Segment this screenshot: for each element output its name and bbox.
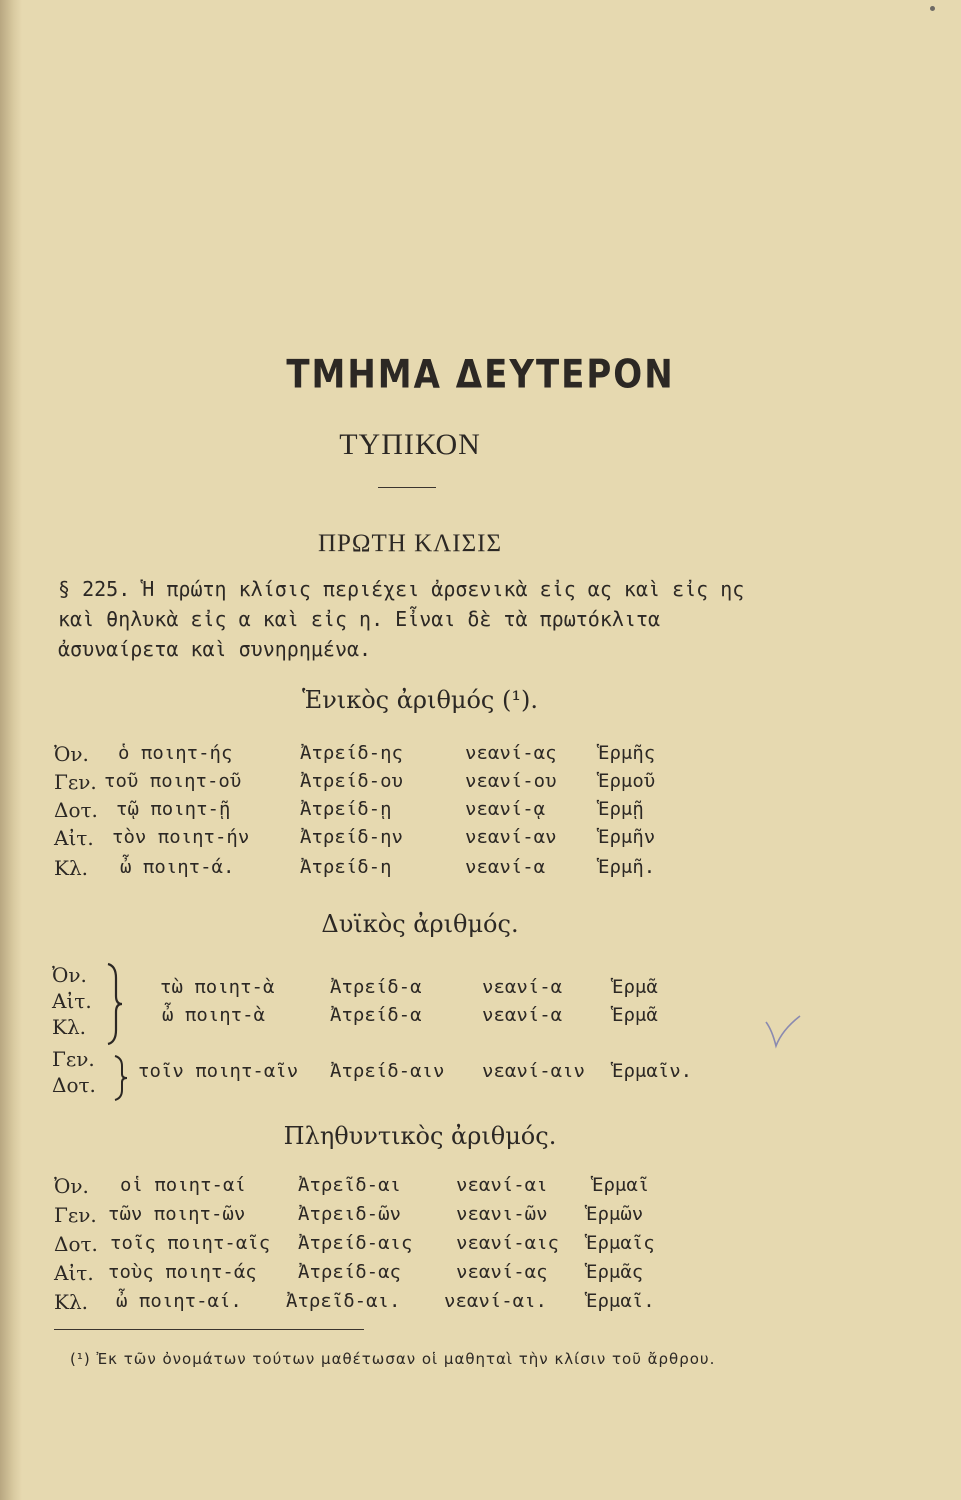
poiitis-form: ὦ ποιητ-ά. xyxy=(120,856,235,878)
footnote-rule xyxy=(54,1329,364,1330)
case-label: Αἰτ. xyxy=(54,826,94,850)
neanias-form: νεανί-αι xyxy=(456,1174,548,1196)
atreides-form: Ἀτρείδ-ης xyxy=(300,742,403,764)
intro-paragraph: § 225. Ἡ πρώτη κλίσις περιέχει ἀρσενικὰ εἰς ας καὶ εἰς ης καὶ θηλυκὰ εἰς α καὶ εἰς η. Εἶναι δὲ τὰ πρωτόκλιτα ἀσυναίρετα καὶ συνηρημένα. xyxy=(58,577,745,661)
atreides-form: Ἀτρείδ-αιν xyxy=(330,1060,445,1082)
poiitis-form: τὸν ποιητ-ήν xyxy=(112,826,250,848)
poiitis-form: ὁ ποιητ-ής xyxy=(118,742,233,764)
atreides-form: Ἀτρειδ-ῶν xyxy=(298,1203,401,1225)
page-title: ΤΜΗΜΑ ΔΕΥΤΕΡΟΝ xyxy=(286,352,675,398)
atreides-form: Ἀτρεῖδ-αι. xyxy=(286,1290,401,1312)
atreides-form: Ἀτρείδ-α xyxy=(330,1004,422,1026)
case-label: Ὀν. xyxy=(54,742,89,766)
poiitis-form: τοῖς ποιητ-αῖς xyxy=(110,1232,271,1254)
case-label: Δοτ. xyxy=(52,1073,96,1097)
ermis-form: Ἑρμῆν xyxy=(598,826,656,848)
ermis-form: Ἑρμοῦ xyxy=(598,770,656,792)
dual-case-group-2 xyxy=(52,1046,96,1098)
poiitis-form: τοὺς ποιητ-άς xyxy=(108,1261,257,1283)
atreides-form: Ἀτρείδ-αις xyxy=(298,1232,413,1254)
footnote: (¹) Ἐκ τῶν ὀνομάτων τούτων μαθέτωσαν οἱ μαθηταὶ τὴν κλίσιν τοῦ ἄρθρου. xyxy=(70,1350,716,1368)
ermis-form: Ἑρμῆς xyxy=(598,742,656,764)
atreides-form: Ἀτρείδ-ας xyxy=(298,1261,401,1283)
page-subtitle: ΤΥΠΙΚΟΝ xyxy=(339,428,481,461)
case-label: Αἰτ. xyxy=(52,989,92,1013)
ermis-form: Ἑρμῶν xyxy=(586,1203,644,1225)
section-heading: ΠΡΩΤΗ ΚΛΙΣΙΣ xyxy=(317,530,503,557)
poiitis-form: ὦ ποιητ-ὰ xyxy=(162,1004,265,1026)
neanias-form: νεανί-αιν xyxy=(482,1060,585,1082)
case-label: Κλ. xyxy=(54,1290,88,1314)
singular-heading: Ἑνικὸς ἀριθμός (¹). xyxy=(302,686,538,714)
case-label: Γεν. xyxy=(52,1047,95,1071)
poiitis-form: τῶν ποιητ-ῶν xyxy=(108,1203,246,1225)
case-label: Δοτ. xyxy=(54,1232,98,1256)
ermis-form: Ἑρμᾶς xyxy=(586,1261,644,1283)
atreides-form: Ἀτρείδ-ου xyxy=(300,770,403,792)
brace-group-2 xyxy=(112,1054,130,1102)
pencil-check-mark xyxy=(764,1012,804,1052)
dual-case-group-1 xyxy=(52,962,92,1040)
ermis-form: Ἑρμῆ. xyxy=(598,856,656,878)
atreides-form: Ἀτρείδ-ην xyxy=(300,826,403,848)
case-label: Ὀν. xyxy=(54,1174,89,1198)
dual-heading: Δυϊκὸς ἀριθμός. xyxy=(321,910,519,938)
title-divider xyxy=(378,487,436,488)
poiitis-form: τοῖν ποιητ-αῖν xyxy=(138,1060,299,1082)
ermis-form: Ἑρμαῖν. xyxy=(612,1060,693,1082)
case-label: Ὀν. xyxy=(52,963,87,987)
ermis-form: Ἑρμαῖ xyxy=(592,1174,650,1196)
brace-group-1 xyxy=(104,962,126,1046)
ink-dot xyxy=(930,6,935,11)
page-binding-edge xyxy=(0,0,22,1500)
ermis-form: Ἑρμᾶ xyxy=(612,1004,658,1026)
neanias-form: νεανί-ᾳ xyxy=(465,798,546,820)
poiitis-form: τὼ ποιητ-ὰ xyxy=(160,976,275,998)
neanias-form: νεανί-α xyxy=(482,976,563,998)
plural-heading: Πληθυντικὸς ἀριθμός. xyxy=(283,1122,557,1150)
neanias-form: νεανί-α xyxy=(482,1004,563,1026)
case-label: Γεν. xyxy=(54,770,97,794)
neanias-form: νεανί-ου xyxy=(465,770,557,792)
poiitis-form: τοῦ ποιητ-οῦ xyxy=(104,770,242,792)
case-label: Αἰτ. xyxy=(54,1261,94,1285)
case-label: Δοτ. xyxy=(54,798,98,822)
case-label: Κλ. xyxy=(54,856,88,880)
ermis-form: Ἑρμαῖς xyxy=(586,1232,655,1254)
neanias-form: νεανί-αν xyxy=(465,826,557,848)
ermis-form: Ἑρμᾶ xyxy=(612,976,658,998)
atreides-form: Ἀτρεῖδ-αι xyxy=(298,1174,401,1196)
atreides-form: Ἀτρείδ-α xyxy=(330,976,422,998)
case-label: Κλ. xyxy=(52,1015,86,1039)
neanias-form: νεανί-ας xyxy=(456,1261,548,1283)
neanias-form: νεανί-αι. xyxy=(444,1290,547,1312)
neanias-form: νεανί-ας xyxy=(465,742,557,764)
neanias-form: νεανί-αις xyxy=(456,1232,559,1254)
neanias-form: νεανι-ῶν xyxy=(456,1203,548,1225)
poiitis-form: ὦ ποιητ-αί. xyxy=(116,1290,242,1312)
poiitis-form: τῷ ποιητ-ῇ xyxy=(116,798,231,820)
poiitis-form: οἱ ποιητ-αί xyxy=(120,1174,246,1196)
ermis-form: Ἑρμῇ xyxy=(598,798,644,820)
neanias-form: νεανί-α xyxy=(465,856,546,878)
case-label: Γεν. xyxy=(54,1203,97,1227)
atreides-form: Ἀτρείδ-ῃ xyxy=(300,798,392,820)
ermis-form: Ἑρμαῖ. xyxy=(586,1290,655,1312)
atreides-form: Ἀτρείδ-η xyxy=(300,856,392,878)
